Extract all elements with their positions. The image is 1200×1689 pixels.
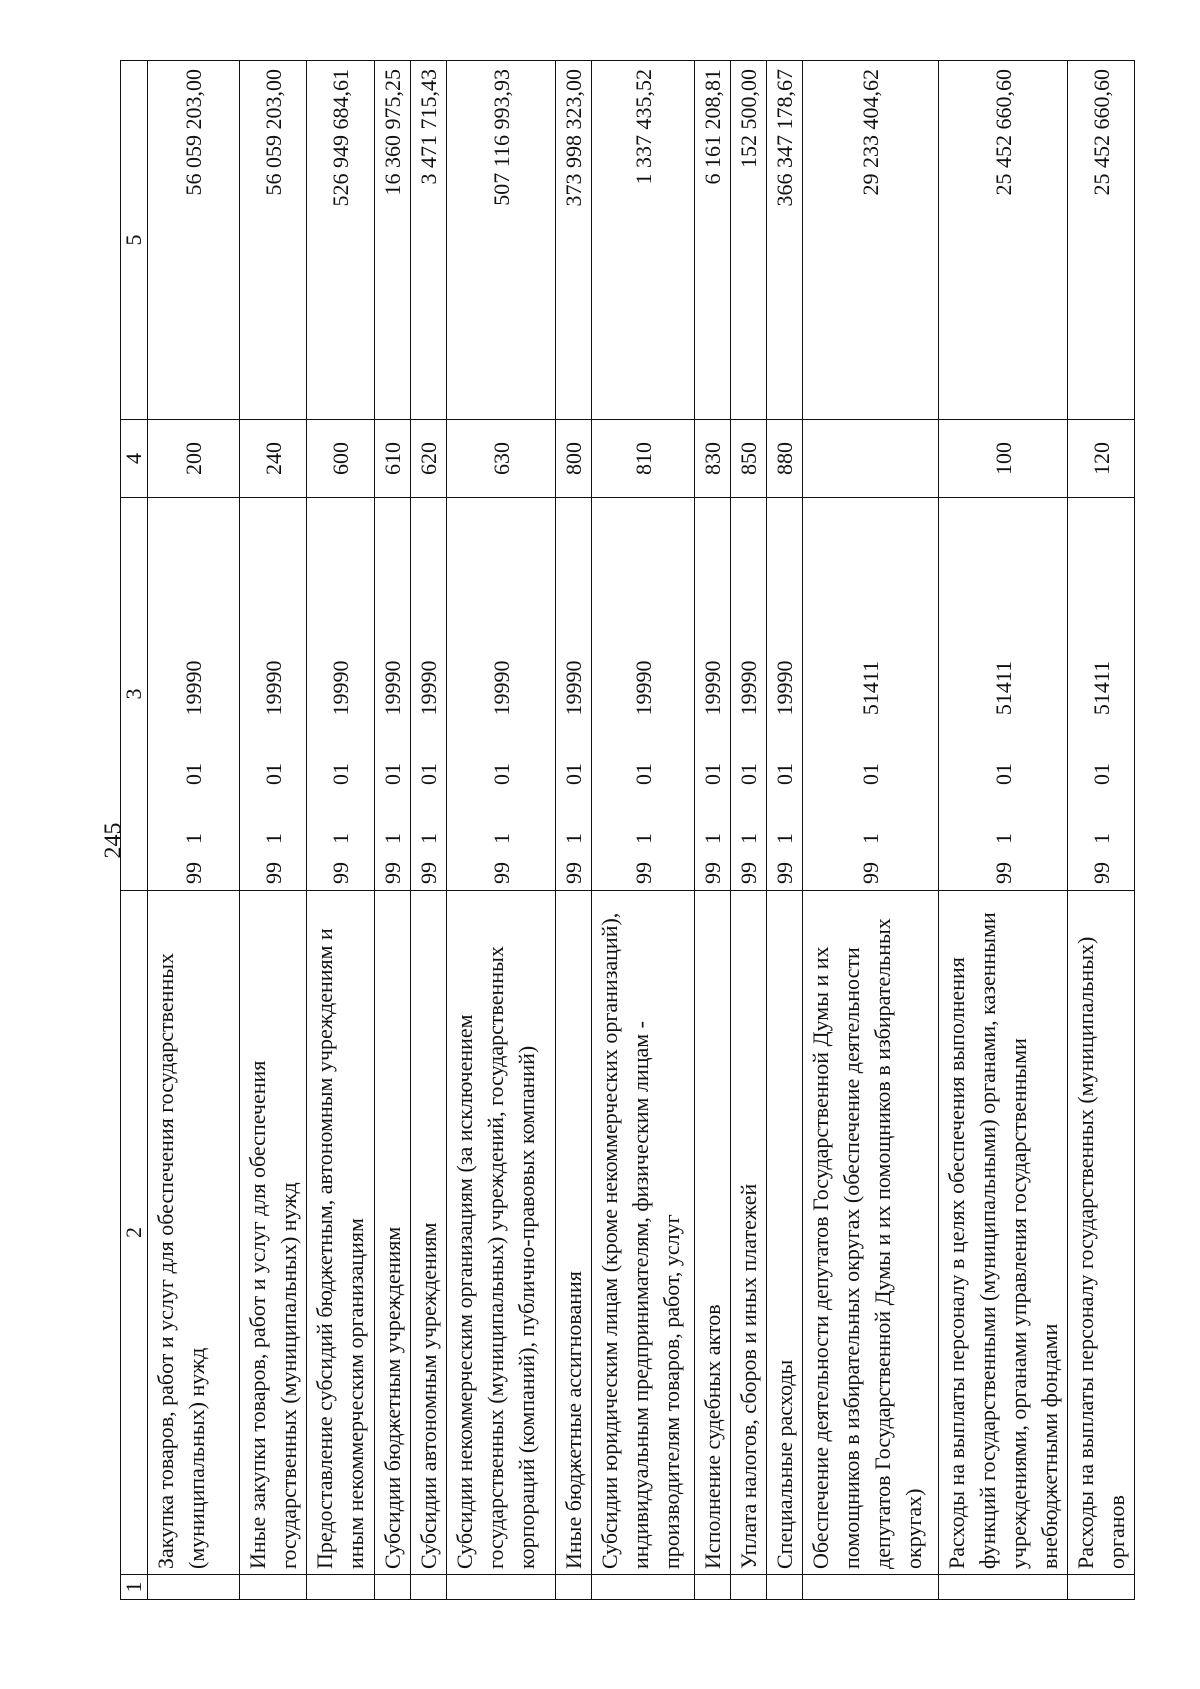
- code-main-event: 01: [736, 763, 761, 785]
- code-main-event: 01: [1088, 763, 1114, 785]
- row-expense-type: 800: [556, 420, 592, 498]
- code-subprogram: 1: [1088, 833, 1114, 844]
- table-row: [803, 61, 939, 1600]
- row-name: Расходы на выплаты персоналу государственных (муниципальных) органов: [1068, 891, 1135, 1575]
- row-col-1: [939, 1575, 1068, 1600]
- row-name: Субсидии бюджетным учреждениям: [375, 891, 411, 1575]
- table-row: [375, 61, 411, 1600]
- row-name: Специальные расходы: [767, 891, 803, 1575]
- row-col-1: [447, 1575, 556, 1600]
- code-program: 99: [328, 862, 353, 884]
- code-program: 99: [416, 862, 441, 884]
- row-col-1: [767, 1575, 803, 1600]
- row-amount: 25 452 660,60: [939, 61, 1068, 420]
- table-row: [556, 61, 592, 1600]
- code-main-event: 01: [772, 763, 797, 785]
- header-col-2: 2: [121, 891, 148, 1575]
- code-program: 99: [772, 862, 797, 884]
- code-program: 99: [990, 862, 1016, 884]
- row-col-1: [556, 1575, 592, 1600]
- table-row: [447, 61, 556, 1600]
- row-expense-type: 240: [240, 420, 307, 498]
- code-direction: 19990: [700, 660, 725, 716]
- code-subprogram: 1: [990, 833, 1016, 844]
- row-amount: 25 452 660,60: [1068, 61, 1135, 420]
- code-program: 99: [1088, 862, 1114, 884]
- table-row: [592, 61, 695, 1600]
- code-subprogram: 1: [488, 833, 514, 844]
- code-main-event: 01: [700, 763, 725, 785]
- code-main-event: 01: [416, 763, 441, 785]
- code-main-event: 01: [488, 763, 514, 785]
- row-code: [767, 498, 803, 891]
- code-direction: 19990: [328, 660, 353, 716]
- table-row: [767, 61, 803, 1600]
- row-expense-type: 810: [592, 420, 695, 498]
- code-direction: 19990: [488, 660, 514, 716]
- row-name: Расходы на выплаты персоналу в целях обеспечения выполнения функций государственными (муниципальными) органами, казенными учреждениями, органами управления государственными внебюджетными фондами: [939, 891, 1068, 1575]
- row-name: Субсидии некоммерческим организациям (за исключением государственных (муниципальных) учреждений, государственных корпораций (компаний), публично-правовых компаний): [447, 891, 556, 1575]
- row-name: Иные закупки товаров, работ и услуг для обеспечения государственных (муниципальных) нужд: [240, 891, 307, 1575]
- row-col-1: [375, 1575, 411, 1600]
- row-expense-type: 600: [307, 420, 375, 498]
- code-subprogram: 1: [380, 833, 405, 844]
- table-row: [411, 61, 447, 1600]
- table-row: [695, 61, 731, 1600]
- row-code: [240, 498, 307, 891]
- code-main-event: 01: [260, 763, 286, 785]
- code-subprogram: 1: [561, 833, 586, 844]
- row-col-1: [592, 1575, 695, 1600]
- row-amount: 56 059 203,00: [240, 61, 307, 420]
- table-row: [307, 61, 375, 1600]
- row-expense-type: 880: [767, 420, 803, 498]
- code-subprogram: 1: [260, 833, 286, 844]
- row-col-1: [695, 1575, 731, 1600]
- row-amount: 3 471 715,43: [411, 61, 447, 420]
- row-expense-type: 100: [939, 420, 1068, 498]
- row-col-1: [1068, 1575, 1135, 1600]
- row-expense-type: 610: [375, 420, 411, 498]
- rotated-table-wrapper: [120, 60, 1140, 1600]
- table-row: [939, 61, 1068, 1600]
- row-code: [1068, 498, 1135, 891]
- row-expense-type: 830: [695, 420, 731, 498]
- row-amount: 29 233 404,62: [803, 61, 939, 420]
- row-code: [411, 498, 447, 891]
- code-main-event: 01: [561, 763, 586, 785]
- row-amount: 373 998 323,00: [556, 61, 592, 420]
- code-subprogram: 1: [328, 833, 353, 844]
- code-subprogram: 1: [630, 833, 656, 844]
- code-program: 99: [380, 862, 405, 884]
- row-expense-type: 850: [731, 420, 767, 498]
- row-expense-type: 120: [1068, 420, 1135, 498]
- table-row: [1068, 61, 1135, 1600]
- row-col-1: [731, 1575, 767, 1600]
- page-number: 245: [100, 822, 127, 858]
- row-amount: 1 337 435,52: [592, 61, 695, 420]
- row-code: [695, 498, 731, 891]
- code-direction: 19990: [736, 660, 761, 716]
- code-main-event: 01: [990, 763, 1016, 785]
- row-amount: 152 500,00: [731, 61, 767, 420]
- code-program: 99: [561, 862, 586, 884]
- budget-table: [120, 60, 1135, 1600]
- row-code: [375, 498, 411, 891]
- row-code: [939, 498, 1068, 891]
- code-program: 99: [858, 862, 883, 884]
- table-row: [731, 61, 767, 1600]
- row-name: Исполнение судебных актов: [695, 891, 731, 1575]
- code-direction: 19990: [260, 660, 286, 716]
- code-direction: 51411: [858, 660, 883, 716]
- code-program: 99: [630, 862, 656, 884]
- row-name: Уплата налогов, сборов и иных платежей: [731, 891, 767, 1575]
- code-direction: 19990: [772, 660, 797, 716]
- code-direction: 19990: [380, 660, 405, 716]
- row-name: Закупка товаров, работ и услуг для обеспечения государственных (муниципальных) нужд: [148, 891, 240, 1575]
- row-amount: 366 347 178,67: [767, 61, 803, 420]
- row-code: [803, 498, 939, 891]
- code-subprogram: 1: [700, 833, 725, 844]
- code-direction: 19990: [630, 660, 656, 716]
- code-main-event: 01: [328, 763, 353, 785]
- code-program: 99: [181, 862, 206, 884]
- code-subprogram: 1: [772, 833, 797, 844]
- code-program: 99: [736, 862, 761, 884]
- header-col-5: 5: [121, 61, 148, 420]
- code-subprogram: 1: [181, 833, 206, 844]
- code-direction: 51411: [990, 660, 1016, 716]
- code-main-event: 01: [630, 763, 656, 785]
- code-program: 99: [488, 862, 514, 884]
- row-code: [731, 498, 767, 891]
- code-program: 99: [700, 862, 725, 884]
- row-amount: 526 949 684,61: [307, 61, 375, 420]
- code-direction: 19990: [416, 660, 441, 716]
- code-subprogram: 1: [416, 833, 441, 844]
- table-row: [148, 61, 240, 1600]
- row-amount: 16 360 975,25: [375, 61, 411, 420]
- row-expense-type: 200: [148, 420, 240, 498]
- row-expense-type: 630: [447, 420, 556, 498]
- row-col-1: [240, 1575, 307, 1600]
- code-direction: 51411: [1088, 660, 1114, 716]
- row-amount: 6 161 208,81: [695, 61, 731, 420]
- header-col-4: 4: [121, 420, 148, 498]
- row-name: Обеспечение деятельности депутатов Государственной Думы и их помощников в избирательных округах (обеспечение деятельности депутатов Государственной Думы и их помощников в избирательных округах): [803, 891, 939, 1575]
- row-name: Предоставление субсидий бюджетным, автономным учреждениям и иным некоммерческим организациям: [307, 891, 375, 1575]
- row-expense-type: 620: [411, 420, 447, 498]
- row-amount: 507 116 993,93: [447, 61, 556, 420]
- table-header-row: [121, 61, 148, 1600]
- row-expense-type: [803, 420, 939, 498]
- table-row: [240, 61, 307, 1600]
- row-name: Субсидии автономным учреждениям: [411, 891, 447, 1575]
- code-main-event: 01: [380, 763, 405, 785]
- row-col-1: [411, 1575, 447, 1600]
- code-subprogram: 1: [736, 833, 761, 844]
- row-code: [307, 498, 375, 891]
- row-code: [556, 498, 592, 891]
- row-code: [592, 498, 695, 891]
- row-col-1: [148, 1575, 240, 1600]
- row-name: Иные бюджетные ассигнования: [556, 891, 592, 1575]
- row-name: Субсидии юридическим лицам (кроме некоммерческих организаций), индивидуальным предпринимателям, физическим лицам - производителям товаров, работ, услуг: [592, 891, 695, 1575]
- row-amount: 56 059 203,00: [148, 61, 240, 420]
- header-col-3: 3: [121, 498, 148, 891]
- code-program: 99: [260, 862, 286, 884]
- code-subprogram: 1: [858, 833, 883, 844]
- code-main-event: 01: [181, 763, 206, 785]
- row-col-1: [803, 1575, 939, 1600]
- row-col-1: [307, 1575, 375, 1600]
- code-main-event: 01: [858, 763, 883, 785]
- code-direction: 19990: [181, 660, 206, 716]
- row-code: [447, 498, 556, 891]
- row-code: [148, 498, 240, 891]
- header-col-1: 1: [121, 1575, 148, 1600]
- code-direction: 19990: [561, 660, 586, 716]
